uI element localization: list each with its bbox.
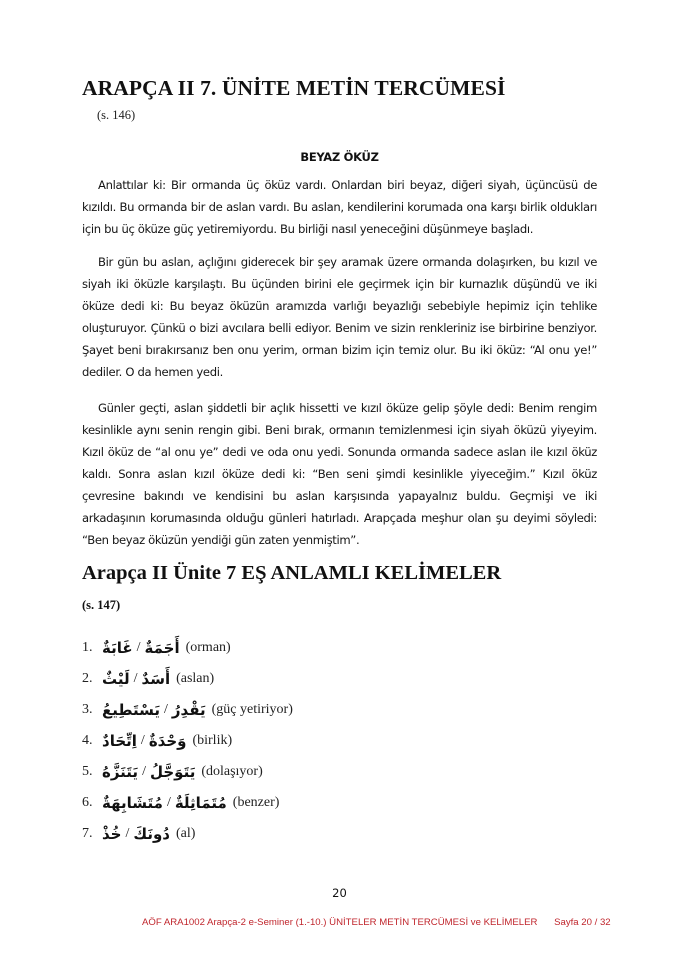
- synonym-item: [82, 787, 293, 818]
- turkish-meaning: (dolaşıyor): [201, 763, 263, 779]
- turkish-meaning: (orman): [185, 639, 231, 655]
- arabic-word: يَسْتَطِيعُ: [102, 700, 161, 719]
- turkish-meaning: (güç yetiriyor): [211, 701, 293, 717]
- separator: /: [166, 794, 171, 810]
- arabic-word: مُتَمَاثِلَةٌ: [174, 793, 227, 812]
- synonym-item: [82, 694, 293, 725]
- item-number: 6.: [82, 794, 93, 810]
- page-title: ARAPÇA II 7. ÜNİTE METİN TERCÜMESİ: [82, 76, 506, 100]
- turkish-meaning: (benzer): [232, 794, 280, 810]
- arabic-word: دُونَكَ: [133, 824, 170, 843]
- synonym-item: [82, 725, 293, 756]
- arabic-word: مُتَشَابِهَةٌ: [102, 793, 163, 812]
- item-number: 1.: [82, 639, 93, 655]
- story-paragraph: Anlattılar ki: Bir ormanda üç öküz vardı. Onlardan biri beyaz, diğeri siyah, üçüncüsü de kızıldı. Bu ormanda bir de aslan vardı. Bu aslan, kendilerini korumada ona karşı birlik oldukları için bu üç öküze güç yetiremiyordu. Bu birliği nasıl yeneceğini düşünmeye başladı.: [82, 178, 597, 236]
- turkish-meaning: (al): [176, 825, 196, 841]
- page-number: 20: [332, 886, 347, 900]
- item-number: 4.: [82, 732, 93, 748]
- page-reference: (s. 146): [97, 108, 136, 122]
- item-number: 2.: [82, 670, 93, 686]
- item-number: 5.: [82, 763, 93, 779]
- arabic-word: أَجَمَةٌ: [144, 638, 180, 657]
- turkish-meaning: (aslan): [176, 670, 215, 686]
- turkish-meaning: (birlik): [192, 732, 233, 748]
- synonym-list: [82, 632, 293, 849]
- synonyms-page-reference: (s. 147): [82, 598, 121, 612]
- synonym-item: [82, 663, 293, 694]
- story-paragraph: Günler geçti, aslan şiddetli bir açlık hissetti ve kızıl öküze gelip şöyle dedi: Benim rengim kesinlikle aynı senin rengin gibi. Beni bırak, ormanın temizlenmesi için siyah öküzü yiyeyim. Kızıl öküz de “al onu ye” dedi ve oda onu yedi. Sonunda ormanda sadece aslan ile kızıl öküz kaldı. Sonra aslan kızıl öküze dedi ki: “Ben seni şimdi kesinlikle yiyeceğim.” Kızıl öküz çevresine bakındı ve kendisini bu aslan karşısında yapayalnız buldu. Geçmişi ve iki arkadaşının korumasında olduğu günleri hatırladı. Arapçada meşhur olan şu deyimi söyledi: “Ben beyaz öküzün yendiği gün zaten yenmiştim”.: [82, 401, 597, 547]
- story-title: BEYAZ ÖKÜZ: [300, 150, 379, 164]
- arabic-word: لَيْثٌ: [102, 669, 130, 688]
- item-number: 3.: [82, 701, 93, 717]
- arabic-word: يَتَوَجَّلُ: [149, 762, 196, 781]
- arabic-word: وَحْدَةٌ: [148, 731, 187, 750]
- synonym-item: [82, 632, 293, 663]
- footer: [142, 917, 611, 928]
- synonyms-title: Arapça II Ünite 7 EŞ ANLAMLI KELİMELER: [82, 562, 502, 584]
- arabic-word: اِتِّحَادٌ: [102, 731, 137, 750]
- separator: /: [142, 763, 146, 779]
- story-paragraph: Bir gün bu aslan, açlığını giderecek bir şey aramak üzere ormanda dolaşırken, bu kızıl ve siyah iki öküzle karşılaştı. Bu üçünden birini ele geçirmek için bir kurnazlık düşündü ve iki öküze dedi ki: Bu beyaz öküzün aramızda varlığı beyazlığı sebebiyle hepimiz için tehlike oluşturuyor. Çünkü o bizi avcılara belli ediyor. Benim ve sizin renkleriniz ise birbirine benziyor. Şayet beni bırakırsanız ben onu yerim, orman bizim için temiz olur. Bu iki öküz: “Al onu ye!” dediler. O da hemen yedi.: [82, 255, 597, 379]
- separator: /: [125, 825, 130, 841]
- separator: /: [136, 639, 141, 655]
- arabic-word: غَابَةٌ: [102, 638, 133, 657]
- footer-title: AÖF ARA1002 Arapça-2 e-Seminer (1.-10.) ÜNİTELER METİN TERCÜMESİ ve KELİMELER: [142, 917, 538, 928]
- synonym-item: [82, 818, 293, 849]
- arabic-word: خُذْ: [102, 824, 122, 843]
- arabic-word: أَسَدٌ: [141, 669, 171, 688]
- synonym-item: [82, 756, 293, 787]
- separator: /: [133, 670, 138, 686]
- separator: /: [164, 701, 168, 717]
- footer-page-label: Sayfa 20 / 32: [554, 917, 611, 928]
- separator: /: [140, 732, 145, 748]
- arabic-word: يَتَنَزَّهُ: [102, 762, 139, 781]
- item-number: 7.: [82, 825, 93, 841]
- arabic-word: يَقْدِرُ: [171, 700, 206, 719]
